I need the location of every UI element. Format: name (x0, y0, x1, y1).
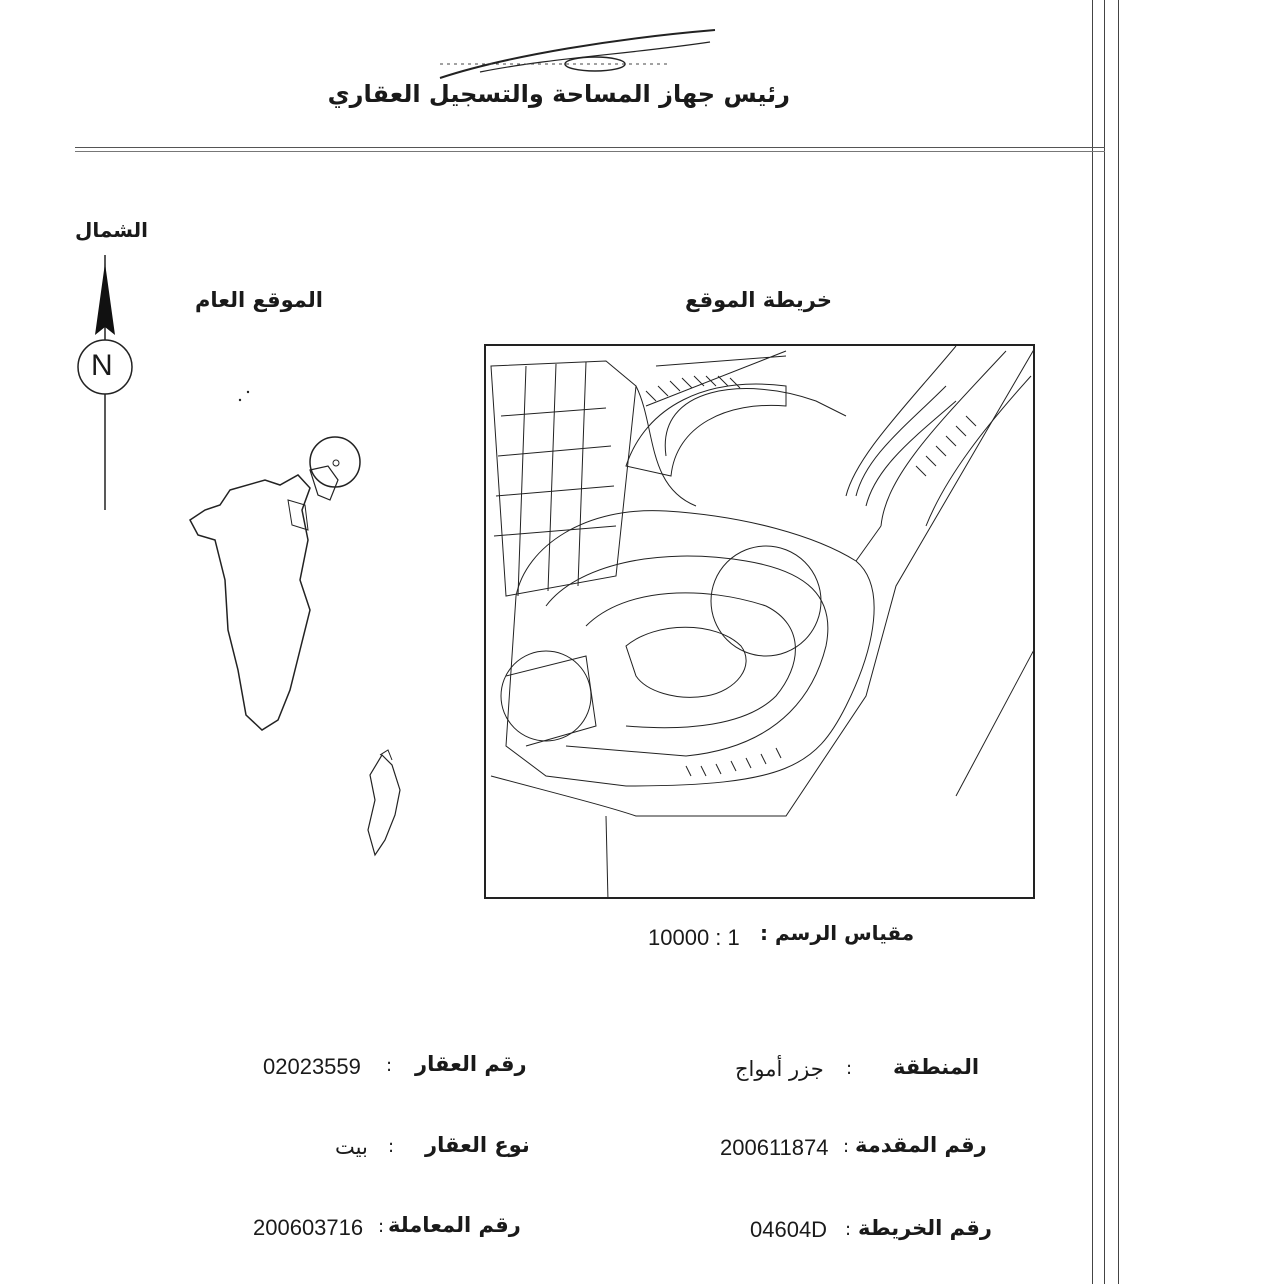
property-number-value: 02023559 (263, 1054, 361, 1079)
header-rule (75, 147, 1105, 152)
site-map-drawing (486, 346, 1035, 899)
property-type-value: بيت (335, 1135, 368, 1159)
binding-line-3 (1118, 0, 1119, 1284)
header-title: رئيس جهاز المساحة والتسجيل العقاري (327, 80, 790, 108)
area-label: المنطقة (893, 1055, 980, 1079)
transaction-number-colon: : (378, 1216, 385, 1237)
north-label: الشمال (75, 218, 148, 242)
north-letter: N (91, 349, 113, 382)
property-number-label: رقم العقار (415, 1052, 527, 1076)
property-number-colon: : (386, 1055, 393, 1076)
deed-number-label: رقم المقدمة (855, 1133, 987, 1157)
transaction-number-value: 200603716 (253, 1215, 364, 1240)
north-arrow-icon (72, 255, 138, 515)
general-location-label: الموقع العام (195, 288, 323, 312)
map-number-value: 04604D (750, 1217, 828, 1242)
transaction-number-label: رقم المعاملة (388, 1213, 521, 1237)
site-map-label: خريطة الموقع (685, 288, 833, 312)
site-map-frame (484, 344, 1035, 899)
binding-line-2 (1104, 0, 1105, 1284)
map-number-label: رقم الخريطة (858, 1216, 992, 1240)
deed-number-value: 200611874 (720, 1135, 829, 1160)
property-type-label: نوع العقار (425, 1133, 530, 1157)
map-number-colon: : (845, 1219, 852, 1240)
scale-value: 10000 : 1 (648, 925, 740, 950)
area-value: جزر أمواج (735, 1057, 824, 1081)
scale-label: مقياس الرسم : (760, 921, 915, 945)
bahrain-outline-map (170, 370, 420, 870)
deed-number-colon: : (843, 1136, 850, 1157)
binding-line-1 (1092, 0, 1093, 1284)
property-type-colon: : (388, 1136, 395, 1157)
area-colon: : (846, 1058, 853, 1079)
